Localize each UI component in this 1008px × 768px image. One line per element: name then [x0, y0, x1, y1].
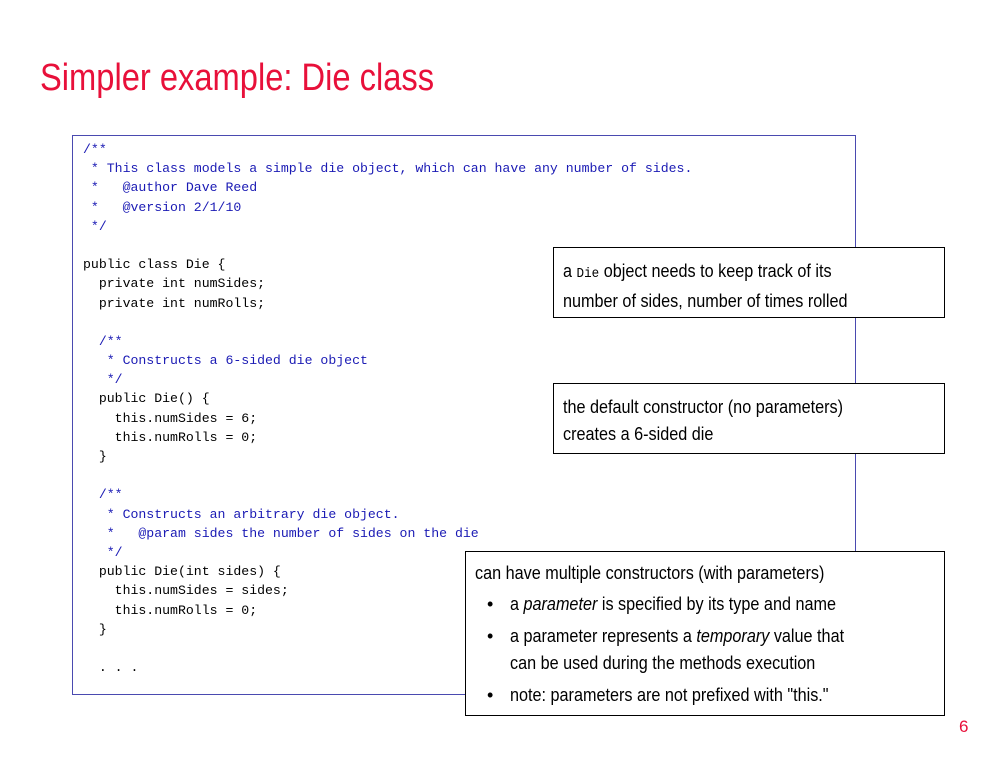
code-line: this.numRolls = 0; [83, 602, 258, 618]
callout-constructors [465, 551, 945, 716]
code-line: /** [83, 142, 107, 157]
code-line: private int numRolls; [83, 295, 266, 311]
code-line: * Constructs a 6-sided die object [83, 353, 368, 369]
code-line: * Constructs an arbitrary die object. [83, 506, 400, 522]
bullet-text-emphasis: temporary [696, 626, 770, 646]
code-line: */ [83, 218, 107, 234]
callout-default-line-2: creates a 6-sided die [563, 424, 714, 444]
callout-fields [553, 247, 945, 318]
bullet-text-after: value that can be used during the methods execution [510, 626, 845, 673]
bullet-text [510, 682, 870, 709]
code-line: public Die() { [83, 391, 210, 407]
code-line: private int numSides; [83, 276, 266, 292]
callout-constructors-bullets [475, 591, 934, 709]
slide-title: Simpler example: Die class [40, 57, 435, 99]
callout-default-line-1: the default constructor (no parameters) [563, 397, 844, 417]
bullet-dot-icon: • [487, 626, 494, 646]
code-line: . . . [83, 660, 139, 676]
bullet-item [475, 682, 934, 709]
code-line: public Die(int sides) { [83, 564, 281, 580]
code-line: } [83, 621, 107, 637]
callout-default-constructor-text [563, 394, 843, 448]
bullet-dot-icon: • [487, 594, 494, 614]
code-line: } [83, 449, 107, 464]
code-line: */ [83, 544, 123, 560]
code-line: /** [83, 333, 123, 349]
code-line: * @version 2/1/10 [83, 199, 242, 215]
code-line: this.numRolls = 0; [83, 429, 258, 445]
bullet-text-after: is specified by its type and name [597, 594, 836, 614]
code-line: /** [83, 487, 123, 503]
bullet-item [475, 591, 934, 618]
code-line: * @author Dave Reed [83, 180, 258, 196]
code-line: * @param sides the number of sides on the die [83, 525, 479, 541]
code-line: public class Die { [83, 257, 226, 273]
callout-constructors-heading: can have multiple constructors (with parameters) [475, 563, 825, 583]
callout-fields-prefix: a [563, 261, 577, 281]
bullet-text-emphasis: parameter [523, 594, 598, 614]
code-line: * This class models a simple die object, which can have any number of sides. [83, 161, 693, 177]
callout-fields-text [563, 258, 848, 315]
page-number: 6 [959, 717, 969, 736]
bullet-text-before: a parameter represents a [510, 626, 697, 646]
callout-fields-suffix-1: object needs to keep track of its [599, 261, 832, 281]
code-line: this.numSides = sides; [83, 583, 289, 599]
callout-fields-suffix-2: number of sides, number of times rolled [563, 291, 848, 311]
bullet-dot-icon: • [487, 685, 494, 705]
bullet-text [510, 623, 870, 677]
callout-default-constructor [553, 383, 945, 454]
bullet-text-before: a [510, 594, 524, 614]
callout-fields-code: Die [576, 266, 600, 282]
code-line: */ [83, 372, 123, 388]
bullet-text-before: note: parameters are not prefixed with "this." [510, 685, 829, 705]
bullet-text [510, 591, 870, 618]
code-line: this.numSides = 6; [83, 410, 258, 426]
bullet-item [475, 623, 934, 677]
code-line [83, 466, 692, 485]
